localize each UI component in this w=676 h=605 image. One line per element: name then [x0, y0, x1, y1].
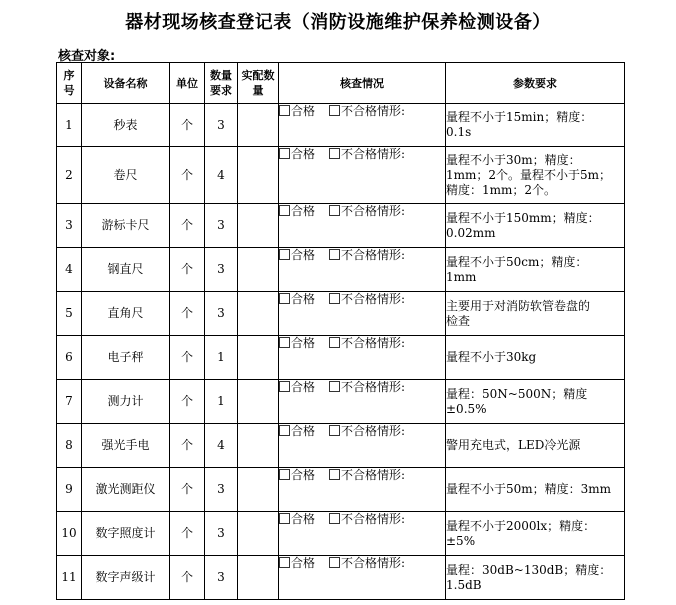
param-line: 量程不小于15min；精度：: [446, 110, 593, 124]
param-requirement: [446, 468, 625, 512]
unit-cell: 个: [170, 380, 205, 424]
header-unit: 单位: [170, 63, 205, 104]
equipment-name: 钢直尺: [82, 248, 170, 292]
param-line: 1.5dB: [446, 577, 482, 592]
fail-checkbox[interactable]: [329, 425, 340, 436]
param-requirement: [446, 424, 625, 468]
check-options: [279, 292, 405, 306]
pass-checkbox[interactable]: [279, 557, 290, 568]
table-row: [57, 248, 625, 292]
equipment-table: [56, 62, 625, 600]
row-no: 10: [57, 512, 82, 556]
table-row: [57, 556, 625, 600]
header-qty: 数量要求: [205, 63, 238, 104]
param-requirement: [446, 104, 625, 147]
qty-required: 3: [205, 512, 238, 556]
param-requirement: [446, 248, 625, 292]
pass-label: 合格: [291, 336, 316, 350]
check-cell: [279, 292, 446, 336]
fail-checkbox[interactable]: [329, 148, 340, 159]
actual-qty-cell[interactable]: [238, 556, 279, 600]
param-line: 量程：30dB~130dB；精度：: [446, 562, 612, 577]
fail-label: 不合格情形:: [341, 292, 406, 306]
param-line: ±0.5%: [446, 401, 487, 416]
table-row: [57, 147, 625, 204]
fail-label: 不合格情形:: [341, 204, 406, 218]
fail-label: 不合格情形:: [341, 468, 406, 482]
fail-checkbox[interactable]: [329, 249, 340, 260]
table-row: [57, 292, 625, 336]
header-param: 参数要求: [446, 63, 625, 104]
param-requirement: [446, 292, 625, 336]
table-body: [57, 104, 625, 600]
check-options: [279, 380, 405, 394]
actual-qty-cell[interactable]: [238, 424, 279, 468]
pass-checkbox[interactable]: [279, 249, 290, 260]
pass-label: 合格: [291, 147, 316, 161]
equipment-name: 强光手电: [82, 424, 170, 468]
param-requirement: [446, 147, 625, 204]
actual-qty-cell[interactable]: [238, 248, 279, 292]
fail-label: 不合格情形:: [341, 424, 406, 438]
equipment-name: 卷尺: [82, 147, 170, 204]
check-cell: [279, 424, 446, 468]
header-name: 设备名称: [82, 63, 170, 104]
row-no: 3: [57, 204, 82, 248]
table-header-row: [57, 63, 625, 104]
table-row: [57, 468, 625, 512]
actual-qty-cell[interactable]: [238, 380, 279, 424]
row-no: 2: [57, 147, 82, 204]
check-options: [279, 147, 405, 161]
qty-required: 1: [205, 380, 238, 424]
fail-checkbox[interactable]: [329, 469, 340, 480]
check-cell: [279, 248, 446, 292]
equipment-name: 数字声级计: [82, 556, 170, 600]
actual-qty-cell[interactable]: [238, 104, 279, 147]
row-no: 9: [57, 468, 82, 512]
equipment-name: 数字照度计: [82, 512, 170, 556]
pass-checkbox[interactable]: [279, 105, 290, 116]
row-no: 6: [57, 336, 82, 380]
pass-label: 合格: [291, 512, 316, 526]
pass-checkbox[interactable]: [279, 148, 290, 159]
check-cell: [279, 204, 446, 248]
pass-checkbox[interactable]: [279, 337, 290, 348]
pass-label: 合格: [291, 380, 316, 394]
check-options: [279, 336, 405, 350]
check-options: [279, 424, 405, 438]
check-options: [279, 248, 405, 262]
actual-qty-cell[interactable]: [238, 512, 279, 556]
pass-label: 合格: [291, 556, 316, 570]
pass-checkbox[interactable]: [279, 293, 290, 304]
actual-qty-cell[interactable]: [238, 292, 279, 336]
row-no: 1: [57, 104, 82, 147]
fail-checkbox[interactable]: [329, 293, 340, 304]
row-no: 4: [57, 248, 82, 292]
check-cell: [279, 147, 446, 204]
pass-label: 合格: [291, 104, 316, 118]
unit-cell: 个: [170, 336, 205, 380]
param-requirement: [446, 556, 625, 600]
unit-cell: 个: [170, 292, 205, 336]
check-cell: [279, 380, 446, 424]
unit-cell: 个: [170, 424, 205, 468]
param-requirement: [446, 336, 625, 380]
check-options: [279, 468, 405, 482]
row-no: 11: [57, 556, 82, 600]
actual-qty-cell[interactable]: [238, 204, 279, 248]
param-line: 量程不小于150mm；精度：: [446, 210, 600, 225]
table-row: [57, 512, 625, 556]
qty-required: 3: [205, 204, 238, 248]
row-no: 5: [57, 292, 82, 336]
equipment-name: 激光测距仪: [82, 468, 170, 512]
param-line: 检查: [446, 313, 471, 328]
check-options: [279, 104, 405, 118]
table-row: [57, 424, 625, 468]
param-line: 0.1s: [446, 125, 472, 139]
pass-checkbox[interactable]: [279, 381, 290, 392]
qty-required: 1: [205, 336, 238, 380]
param-line: ±5%: [446, 533, 476, 548]
qty-required: 3: [205, 292, 238, 336]
param-line: 1mm: [446, 269, 477, 284]
param-line: 量程不小于30m；精度：: [446, 152, 581, 167]
row-no: 7: [57, 380, 82, 424]
pass-checkbox[interactable]: [279, 513, 290, 524]
param-line: 主要用于对消防软管卷盘的: [446, 298, 591, 313]
param-requirement: [446, 380, 625, 424]
param-line: 量程不小于30kg: [446, 350, 537, 364]
param-line: 警用充电式，LED冷光源: [446, 438, 581, 452]
check-cell: [279, 556, 446, 600]
check-options: [279, 512, 405, 526]
unit-cell: 个: [170, 556, 205, 600]
pass-label: 合格: [291, 248, 316, 262]
qty-required: 3: [205, 468, 238, 512]
fail-label: 不合格情形:: [341, 248, 406, 262]
fail-label: 不合格情形:: [341, 147, 406, 161]
pass-checkbox[interactable]: [279, 205, 290, 216]
unit-cell: 个: [170, 104, 205, 147]
pass-label: 合格: [291, 424, 316, 438]
pass-label: 合格: [291, 292, 316, 306]
unit-cell: 个: [170, 147, 205, 204]
param-line: 量程不小于50m；精度：3mm: [446, 482, 612, 496]
check-options: [279, 204, 405, 218]
header-check: 核查情况: [279, 63, 446, 104]
subject-label: 核查对象:: [58, 49, 116, 64]
fail-label: 不合格情形:: [341, 556, 406, 570]
param-requirement: [446, 512, 625, 556]
pass-checkbox[interactable]: [279, 469, 290, 480]
fail-checkbox[interactable]: [329, 557, 340, 568]
fail-checkbox[interactable]: [329, 205, 340, 216]
check-cell: [279, 336, 446, 380]
fail-checkbox[interactable]: [329, 381, 340, 392]
unit-cell: 个: [170, 512, 205, 556]
unit-cell: 个: [170, 248, 205, 292]
pass-checkbox[interactable]: [279, 425, 290, 436]
actual-qty-cell[interactable]: [238, 147, 279, 204]
fail-label: 不合格情形:: [341, 104, 406, 118]
equipment-name: 游标卡尺: [82, 204, 170, 248]
qty-required: 3: [205, 556, 238, 600]
equipment-name: 秒表: [82, 104, 170, 147]
pass-label: 合格: [291, 204, 316, 218]
header-actual: 实配数量: [238, 63, 279, 104]
unit-cell: 个: [170, 204, 205, 248]
check-cell: [279, 468, 446, 512]
equipment-name: 测力计: [82, 380, 170, 424]
table-row: [57, 204, 625, 248]
qty-required: 3: [205, 104, 238, 147]
unit-cell: 个: [170, 468, 205, 512]
equipment-name: 直角尺: [82, 292, 170, 336]
equipment-name: 电子秤: [82, 336, 170, 380]
row-no: 8: [57, 424, 82, 468]
table-row: [57, 104, 625, 147]
fail-label: 不合格情形:: [341, 380, 406, 394]
page-title: 器材现场核查登记表（消防设施维护保养检测设备）: [125, 12, 551, 33]
qty-required: 4: [205, 424, 238, 468]
header-no: 序号: [57, 63, 82, 104]
actual-qty-cell[interactable]: [238, 468, 279, 512]
table-row: [57, 336, 625, 380]
param-line: 1mm；2个。量程不小于5m；: [446, 167, 612, 182]
table-row: [57, 380, 625, 424]
fail-checkbox[interactable]: [329, 105, 340, 116]
param-line: 量程：50N~500N；精度: [446, 386, 588, 401]
check-options: [279, 556, 405, 570]
fail-checkbox[interactable]: [329, 337, 340, 348]
fail-checkbox[interactable]: [329, 513, 340, 524]
param-line: 0.02mm: [446, 225, 496, 240]
pass-label: 合格: [291, 468, 316, 482]
param-requirement: [446, 204, 625, 248]
actual-qty-cell[interactable]: [238, 336, 279, 380]
param-line: 精度：1mm；2个。: [446, 182, 557, 197]
fail-label: 不合格情形:: [341, 336, 406, 350]
qty-required: 3: [205, 248, 238, 292]
fail-label: 不合格情形:: [341, 512, 406, 526]
check-cell: [279, 104, 446, 147]
param-line: 量程不小于2000lx；精度：: [446, 518, 596, 533]
check-cell: [279, 512, 446, 556]
qty-required: 4: [205, 147, 238, 204]
param-line: 量程不小于50cm；精度：: [446, 254, 588, 269]
